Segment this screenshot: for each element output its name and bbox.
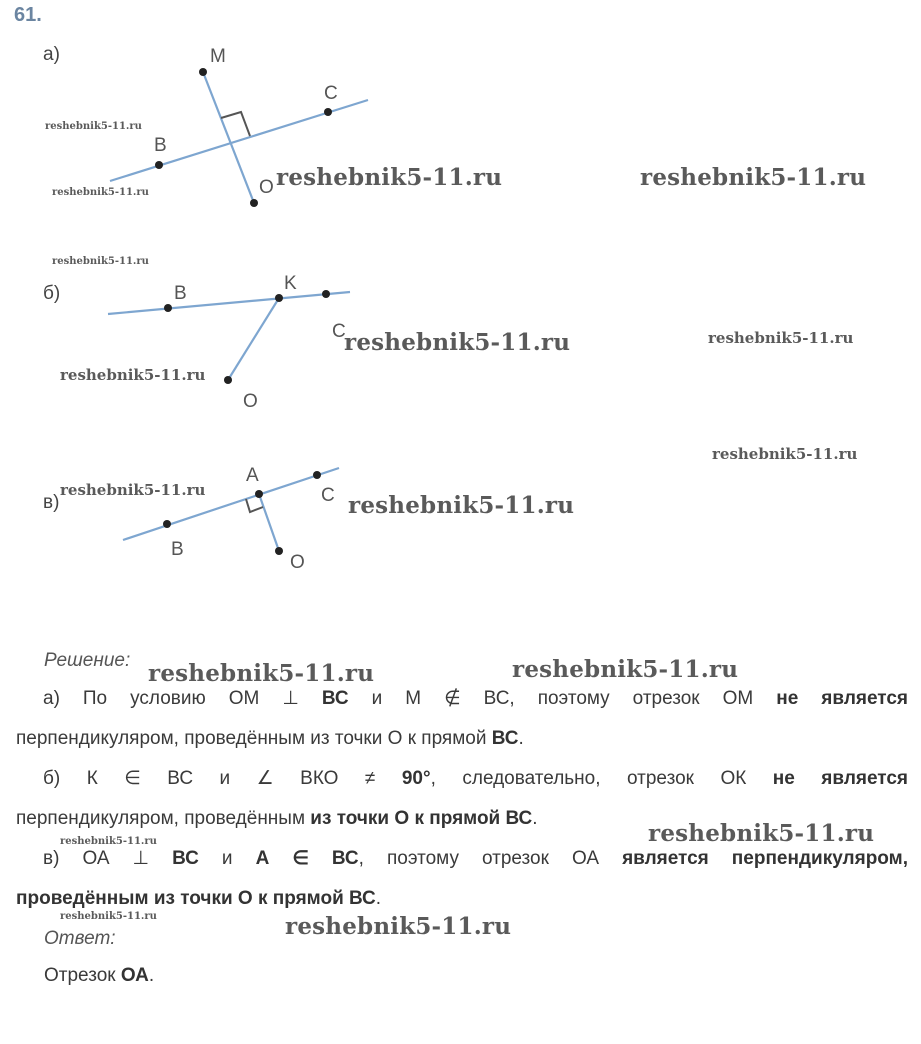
label-k: K (284, 273, 297, 294)
point-m (199, 68, 207, 76)
line-bc-c (123, 468, 339, 540)
watermark: reshebnik5-11.ru (60, 366, 206, 384)
watermark: reshebnik5-11.ru (708, 329, 854, 347)
solution-part-b (16, 759, 908, 839)
watermark: reshebnik5-11.ru (276, 164, 503, 191)
point-b-a (155, 161, 163, 169)
point-c-a (324, 108, 332, 116)
solution-part-c (16, 839, 908, 919)
watermark: reshebnik5-11.ru (60, 836, 157, 847)
solution-c-line2: проведённым из точки О к прямой ВС. (16, 888, 382, 909)
part-b-label: б) (43, 283, 61, 304)
watermark: reshebnik5-11.ru (60, 911, 157, 922)
point-a (255, 490, 263, 498)
label-b-a: B (154, 135, 167, 156)
label-o-c: O (290, 552, 305, 573)
solution-a-line1: а) По условию ОМ ⊥ ВС и М ∉ ВС, поэтому отрезок ОМ не является (43, 688, 908, 709)
label-c-b: C (332, 321, 346, 342)
watermark: reshebnik5-11.ru (60, 481, 206, 499)
watermark: reshebnik5-11.ru (52, 256, 149, 267)
point-o-b (224, 376, 232, 384)
solution-c-line1: в) ОА ⊥ ВС и А ∈ ВС, поэтому отрезок ОА является перпендикуляром, (43, 848, 908, 869)
point-b-b (164, 304, 172, 312)
watermark: reshebnik5-11.ru (344, 329, 571, 356)
watermark: reshebnik5-11.ru (45, 121, 142, 132)
solution-part-a (16, 679, 908, 759)
watermark: reshebnik5-11.ru (52, 187, 149, 198)
solution-title: Решение: (44, 650, 131, 671)
label-o-b: O (243, 391, 258, 412)
solution-b-line1: б) К ∈ ВС и ∠ ВКО ≠ 90°, следовательно, отрезок ОК не является (43, 768, 909, 789)
part-c-label: в) (43, 492, 60, 513)
segment-ao (259, 494, 279, 551)
segment-ko (228, 298, 279, 380)
figure-b (108, 273, 350, 412)
watermark: reshebnik5-11.ru (712, 445, 858, 463)
solution-a-line2: перпендикуляром, проведённым из точки О к прямой ВС. (16, 728, 524, 749)
label-o-a: O (259, 177, 274, 198)
label-c-c: C (321, 485, 335, 506)
watermark: reshebnik5-11.ru (648, 820, 875, 847)
answer-text: Отрезок ОА. (44, 965, 155, 986)
label-m: M (210, 46, 226, 67)
problem-number: 61. (14, 4, 42, 26)
label-b-b: B (174, 283, 187, 304)
solution-b-line2: перпендикуляром, проведённым из точки О к прямой ВС. (16, 808, 538, 829)
point-o-a (250, 199, 258, 207)
point-o-c (275, 547, 283, 555)
watermark: reshebnik5-11.ru (348, 492, 575, 519)
label-b-c: B (171, 539, 184, 560)
answer-title: Ответ: (44, 928, 116, 949)
point-c-c (313, 471, 321, 479)
watermark: reshebnik5-11.ru (512, 656, 739, 683)
watermark: reshebnik5-11.ru (285, 913, 512, 940)
line-bc-b (108, 292, 350, 314)
point-b-c (163, 520, 171, 528)
label-c-a: C (324, 83, 338, 104)
part-a-label: а) (43, 44, 60, 65)
label-a: A (246, 465, 259, 486)
watermark: reshebnik5-11.ru (148, 660, 375, 687)
watermark: reshebnik5-11.ru (640, 164, 867, 191)
point-k (275, 294, 283, 302)
point-c-b (322, 290, 330, 298)
